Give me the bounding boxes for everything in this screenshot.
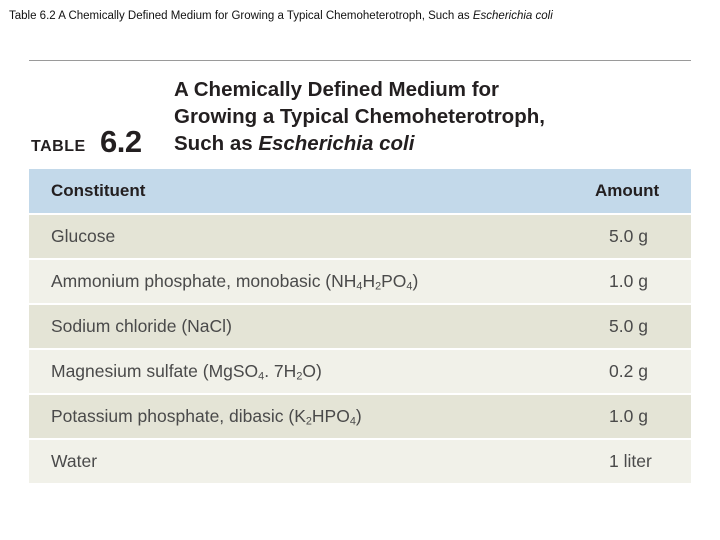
title-line-2: Growing a Typical Chemoheterotroph, [174,105,545,128]
table-row [29,304,691,349]
formula-subscript: 4 [406,280,413,293]
table-row [29,394,691,439]
table-label-number: 6.2 [100,124,142,159]
constituent-text: ) [412,270,419,291]
medium-table [29,169,691,485]
table-title [174,76,545,157]
constituent-text: H [362,270,376,291]
constituent-text: Water [51,451,98,471]
table-body [29,214,691,484]
constituent-cell [29,259,571,304]
constituent-text: ) [355,405,362,426]
table-row [29,214,691,259]
constituent-text: Sodium chloride (NaCl) [51,316,232,336]
title-organism: Escherichia coli [258,132,415,155]
constituent-text: Glucose [51,226,116,246]
constituent-cell [29,214,571,259]
table-row [29,439,691,484]
title-line-3-prefix: Such as [174,132,259,155]
table-label-word: TABLE [31,138,86,155]
constituent-text: O) [302,360,322,381]
formula-subscript: 4 [258,370,265,383]
constituent-text: HPO [311,405,350,426]
table-row [29,349,691,394]
formula-subscript: 4 [349,415,356,428]
constituent-cell [29,304,571,349]
header-constituent: Constituent [29,169,571,214]
title-line-3 [174,130,545,157]
amount-cell: 5.0 g [571,304,691,349]
constituent-cell [29,439,571,484]
amount-cell: 1.0 g [571,259,691,304]
formula-subscript: 4 [356,280,363,293]
formula-subscript: 2 [305,415,312,428]
formula-subscript: 2 [296,370,303,383]
constituent-text: Ammonium phosphate, monobasic (NH [51,270,357,291]
amount-cell: 1.0 g [571,394,691,439]
caption-organism: Escherichia coli [472,10,553,22]
amount-cell: 5.0 g [571,214,691,259]
amount-cell: 0.2 g [571,349,691,394]
caption-prefix: Table 6.2 A Chemically Defined Medium for Growing a Typical Chemoheterotroph, Such as [9,10,473,22]
slide-caption [9,10,553,22]
constituent-text: PO [381,270,407,291]
constituent-text: Magnesium sulfate (MgSO [51,360,259,381]
header-amount: Amount [571,169,691,214]
table-row [29,259,691,304]
constituent-cell [29,349,571,394]
constituent-cell [29,394,571,439]
title-line-1: A Chemically Defined Medium for [174,78,500,101]
amount-cell: 1 liter [571,439,691,484]
top-divider [29,60,691,61]
table-header-row [29,169,691,214]
constituent-text: Potassium phosphate, dibasic (K [51,405,306,426]
constituent-text: . 7H [264,360,297,381]
formula-subscript: 2 [375,280,382,293]
